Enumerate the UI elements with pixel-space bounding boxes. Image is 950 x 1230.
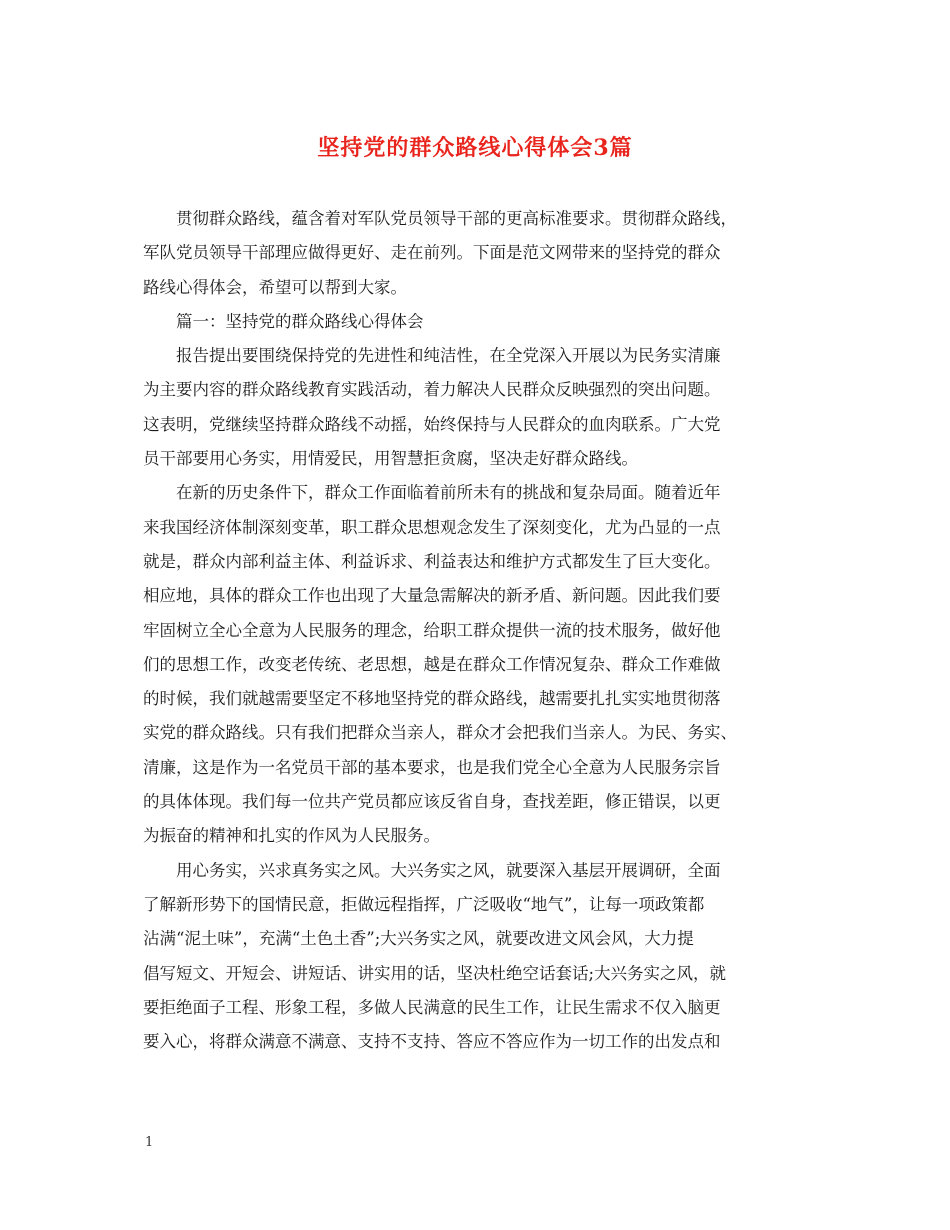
document-body <box>143 202 819 1059</box>
text-line: 牢固树立全心全意为人民服务的理念，给职工群众提供一流的技术服务，做好他 <box>143 620 721 640</box>
text-line: 来我国经济体制深刻变革，职工群众思想观念发生了深刻变化，尤为凸显的一点 <box>143 517 721 537</box>
text-line: 这表明，党继续坚持群众路线不动摇，始终保持与人民群众的血肉联系。广大党 <box>143 414 721 434</box>
text-line: 在新的历史条件下，群众工作面临着前所未有的挑战和复杂局面。随着近年 <box>176 483 721 503</box>
text-line: 要拒绝面子工程、形象工程，多做人民满意的民生工作，让民生需求不仅入脑更 <box>143 997 721 1017</box>
text-line: 员干部要用心务实，用情爱民，用智慧拒贪腐，坚决走好群众路线。 <box>143 449 638 469</box>
text-line: 沾满“泥土味”，充满“土色土香”;大兴务实之风，就要改进文风会风，大力提 <box>143 929 694 949</box>
text-line: 贯彻群众路线，蕴含着对军队党员领导干部的更高标准要求。贯彻群众路线， <box>176 209 737 228</box>
text-line: 报告提出要围绕保持党的先进性和纯洁性，在全党深入开展以为民务实清廉 <box>176 346 721 366</box>
text-line: 用心务实，兴求真务实之风。大兴务实之风，就要深入基层开展调研，全面 <box>176 860 721 880</box>
text-line: 为主要内容的群众路线教育实践活动，着力解决人民群众反映强烈的突出问题。 <box>143 380 721 400</box>
text-line: 要入心，将群众满意不满意、支持不支持、答应不答应作为一切工作的出发点和 <box>143 1032 721 1052</box>
section-heading: 篇一：坚持党的群众路线心得体会 <box>176 311 424 331</box>
text-line: 相应地，具体的群众工作也出现了大量急需解决的新矛盾、新问题。因此我们要 <box>143 586 721 606</box>
text-line: 路线心得体会，希望可以帮到大家。 <box>143 277 407 297</box>
text-line: 为振奋的精神和扎实的作风为人民服务。 <box>143 826 440 846</box>
text-line: 实党的群众路线。只有我们把群众当亲人，群众才会把我们当亲人。为民、务实、 <box>143 723 737 743</box>
text-line: 的具体体现。我们每一位共产党员都应该反省自身，查找差距，修正错误，以更 <box>143 792 721 812</box>
text-line: 倡写短文、开短会、讲短话、讲实用的话，坚决杜绝空话套话;大兴务实之风，就 <box>143 963 727 983</box>
page-number: 1 <box>145 1135 154 1150</box>
text-line: 就是，群众内部利益主体、利益诉求、利益表达和维护方式都发生了巨大变化。 <box>143 551 721 571</box>
text-line: 们的思想工作，改变老传统、老思想，越是在群众工作情况复杂、群众工作难做 <box>143 654 721 674</box>
text-line: 清廉，这是作为一名党员干部的基本要求，也是我们党全心全意为人民服务宗旨 <box>143 757 721 777</box>
text-line: 军队党员领导干部理应做得更好、走在前列。下面是范文网带来的坚持党的群众 <box>143 243 721 263</box>
text-line: 了解新形势下的国情民意，拒做远程指挥，广泛吸收“地气”，让每一项政策都 <box>143 894 705 914</box>
document-title: 坚持党的群众路线心得体会3篇 <box>317 135 633 161</box>
text-line: 的时候，我们就越需要坚定不移地坚持党的群众路线，越需要扎扎实实地贯彻落 <box>143 689 721 709</box>
